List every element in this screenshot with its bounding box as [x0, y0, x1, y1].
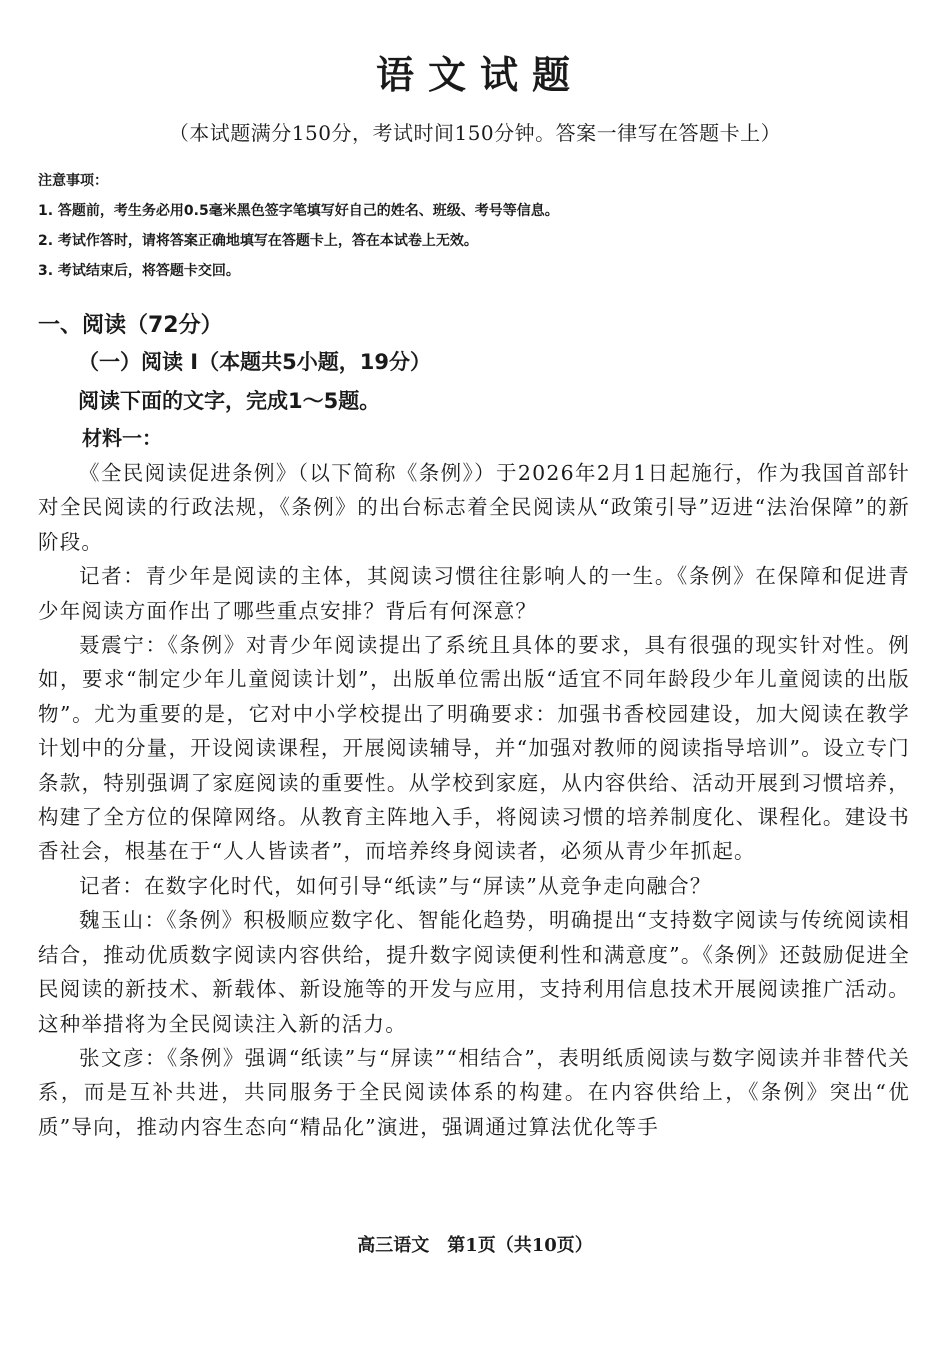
- passage-paragraph-6: 张文彦：《条例》强调“纸读”与“屏读”“相结合”，表明纸质阅读与数字阅读并非替代关系，而是互补共进，共同服务于全民阅读体系的构建。在内容供给上，《条例》突出“优质”导向，推动内容生态向“精品化”演进，强调通过算法优化等手: [38, 1045, 910, 1139]
- passage-paragraph-3: 聂震宁：《条例》对青少年阅读提出了系统且具体的要求，具有很强的现实针对性。例如，要求“制定少年儿童阅读计划”，出版单位需出版“适宜不同年龄段少年儿童阅读的出版物”。尤为重要的是，它对中小学校提出了明确要求：加强书香校园建设，加大阅读在教学计划中的分量，开设阅读课程，开展阅读辅导，并“加强对教师的阅读指导培训”。设立专门条款，特别强调了家庭阅读的重要性。从学校到家庭，从内容供给、活动开展到习惯培养，构建了全方位的保障网络。从教育主阵地入手，将阅读习惯的培养制度化、课程化。建设书香社会，根基在于“人人皆读者”，而培养终身阅读者，必须从青少年抓起。: [38, 633, 910, 864]
- notes-heading: 注意事项：: [38, 173, 108, 189]
- exam-subtitle: （本试题满分150分，考试时间150分钟。答案一律写在答题卡上）: [168, 121, 782, 145]
- passage-paragraph-2: 记者：青少年是阅读的主体，其阅读习惯往往影响人的一生。《条例》在保障和促进青少年阅读方面作出了哪些重点安排？背后有何深意？: [38, 564, 910, 623]
- passage-paragraph-4: 记者：在数字化时代，如何引导“纸读”与“屏读”从竞争走向融合？: [79, 873, 712, 898]
- passage-body: [38, 456, 910, 1144]
- exam-title: 语文试题: [375, 52, 584, 97]
- material-label: 材料一：: [82, 426, 162, 450]
- reading-instruction: 阅读下面的文字，完成1～5题。: [78, 389, 381, 413]
- page-footer: 高三语文 第1页（共10页）: [357, 1235, 593, 1256]
- notes-block: [38, 170, 918, 290]
- passage-paragraph-1: 《全民阅读促进条例》（以下简称《条例》）于2026年2月1日起施行，作为我国首部针对全民阅读的行政法规，《条例》的出台标志着全民阅读从“政策引导”迈进“法治保障”的新阶段。: [38, 461, 910, 554]
- note-item-3: 3. 考试结束后，将答题卡交回。: [38, 263, 240, 279]
- section-heading: 一、阅读（72分）: [38, 313, 223, 338]
- passage-paragraph-5: 魏玉山：《条例》积极顺应数字化、智能化趋势，明确提出“支持数字阅读与传统阅读相结合，推动优质数字阅读内容供给，提升数字阅读便利性和满意度”。《条例》还鼓励促进全民阅读的新技术、新载体、新设施等的开发与应用，支持利用信息技术开展阅读推广活动。这种举措将为全民阅读注入新的活力。: [38, 908, 910, 1036]
- note-item-2: 2. 考试作答时，请将答案正确地填写在答题卡上，答在本试卷上无效。: [38, 233, 478, 249]
- note-item-1: 1. 答题前，考生务必用0.5毫米黑色签字笔填写好自己的姓名、班级、考号等信息。: [38, 203, 559, 219]
- subsection-heading: （一）阅读 I（本题共5小题，19分）: [78, 350, 431, 374]
